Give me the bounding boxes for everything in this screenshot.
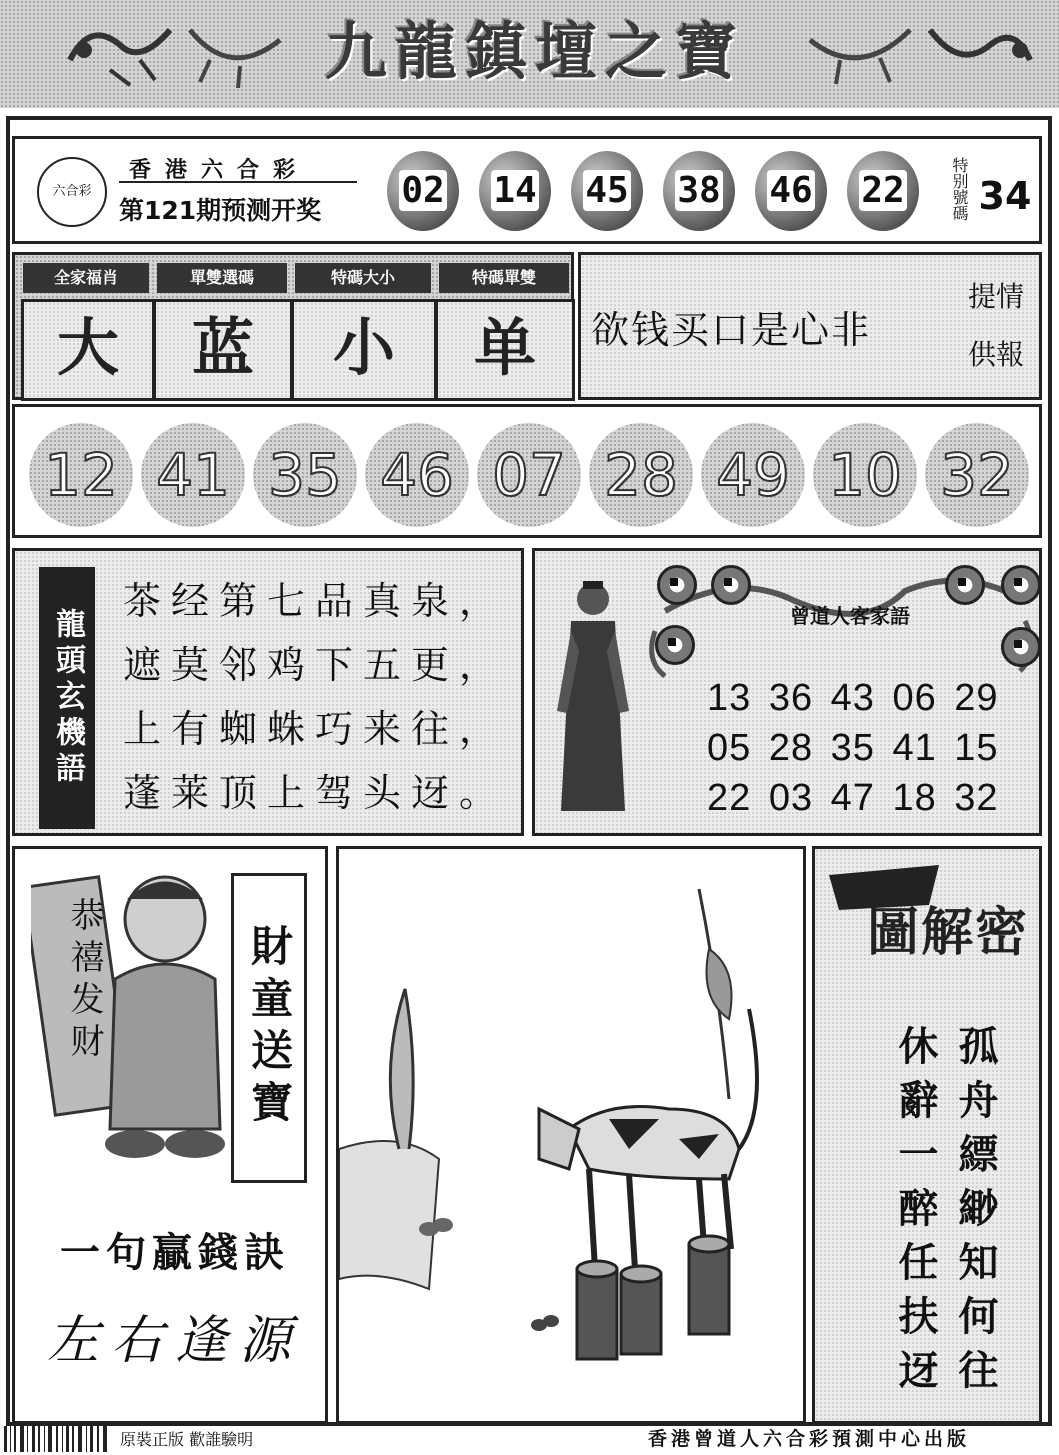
poem-tag: 龍頭玄機語 [39, 567, 95, 829]
coin-icon [655, 625, 695, 665]
header-banner [0, 0, 1059, 108]
dragon-left-icon [60, 10, 180, 90]
trait-value-blue: 蓝 [153, 299, 293, 401]
result-ball-3: 45 [571, 151, 643, 231]
trait-value-odd: 单 [435, 299, 575, 401]
prediction-row-1: 13 36 43 06 29 [707, 677, 999, 719]
fortune-child-panel [12, 846, 328, 1424]
taoist-man-figure [553, 571, 633, 821]
footer-publisher: 香港曾道人六合彩預測中心出版 [648, 1428, 971, 1450]
result-ball-5: 46 [755, 151, 827, 231]
coin-icon [1001, 627, 1041, 667]
result-ball-4: 38 [663, 151, 735, 231]
prediction-row-2: 05 28 35 41 15 [707, 727, 999, 769]
trait-value-small: 小 [291, 299, 437, 401]
page-title: 九龍鎮壇之寶 [324, 15, 745, 88]
poem-line-4: 蓬莱顶上驾头迓。 [123, 771, 508, 815]
lottery-result-panel [12, 136, 1042, 244]
coin-icon [711, 565, 751, 605]
dragon-claw-right-icon [800, 10, 920, 90]
special-number-label: 特别號碼 [950, 157, 969, 221]
circle-number-2: 41 [141, 423, 245, 527]
prediction-row-3: 22 03 47 18 32 [707, 777, 999, 819]
circle-number-6: 28 [589, 423, 693, 527]
trait-header-4: 特碼單雙 [439, 263, 569, 293]
poem-panel [12, 548, 524, 836]
mark-six-logo: 六合彩 [37, 157, 107, 227]
result-ball-6: 22 [847, 151, 919, 231]
poem-line-2: 遮莫邻鸡下五更， [123, 643, 508, 687]
trait-value-big: 大 [21, 299, 155, 401]
fortune-child-figure [95, 869, 225, 1169]
circle-number-1: 12 [29, 423, 133, 527]
riddle-title: 圖解密 [866, 902, 1029, 963]
slogan-text: 欲钱买口是心非 [591, 308, 872, 352]
circle-number-8: 10 [813, 423, 917, 527]
prediction-panel [532, 548, 1042, 836]
special-number-ball: 34 [978, 174, 1032, 218]
riddle-line-left: 休辭一醉任扶迓 [892, 1025, 939, 1403]
scroll-text: 恭禧发财 [64, 897, 104, 1065]
result-ball-2: 14 [479, 151, 551, 231]
coin-icon [657, 565, 697, 605]
result-ball-1: 02 [387, 151, 459, 231]
win-formula-title: 一句贏錢訣 [60, 1229, 290, 1276]
coin-icon [1001, 565, 1041, 605]
prediction-title: 曾道人客家語 [790, 604, 910, 628]
dragon-claw-left-icon [180, 10, 300, 90]
trait-panel [12, 252, 574, 400]
provider-label-top: 提情 [967, 280, 1024, 313]
provider-label-bottom: 供報 [967, 338, 1024, 371]
period-label: 第121期预测开奖 [119, 196, 322, 225]
poem-line-1: 茶经第七品真泉， [123, 579, 508, 623]
win-formula-text: 左右逢源 [46, 1311, 303, 1371]
lottery-title: 香港六合彩 [119, 153, 357, 183]
circle-number-7: 49 [701, 423, 805, 527]
child-vertical-text: 財童送寶 [231, 873, 307, 1183]
riddle-line-right: 孤舟縹緲知何往 [952, 1025, 999, 1403]
footer-authenticity-note: 原裝正版 歡誰驗明 [120, 1430, 254, 1449]
trait-header-3: 特碼大小 [295, 263, 431, 293]
barcode-icon [2, 1426, 112, 1452]
cow-on-stumps-illustration [339, 849, 803, 1421]
circle-number-9: 32 [925, 423, 1029, 527]
poem-line-3: 上有蜘蛛巧来往， [123, 707, 508, 751]
circle-number-3: 35 [253, 423, 357, 527]
trait-header-2: 單雙選碼 [157, 263, 287, 293]
circle-number-4: 46 [365, 423, 469, 527]
dragon-right-icon [920, 10, 1040, 90]
cow-illustration-panel [336, 846, 806, 1424]
number-circle-row [12, 404, 1042, 538]
coin-icon [945, 565, 985, 605]
slogan-panel [578, 252, 1042, 400]
trait-header-1: 全家福肖 [23, 263, 149, 293]
riddle-panel [812, 846, 1042, 1424]
circle-number-5: 07 [477, 423, 581, 527]
